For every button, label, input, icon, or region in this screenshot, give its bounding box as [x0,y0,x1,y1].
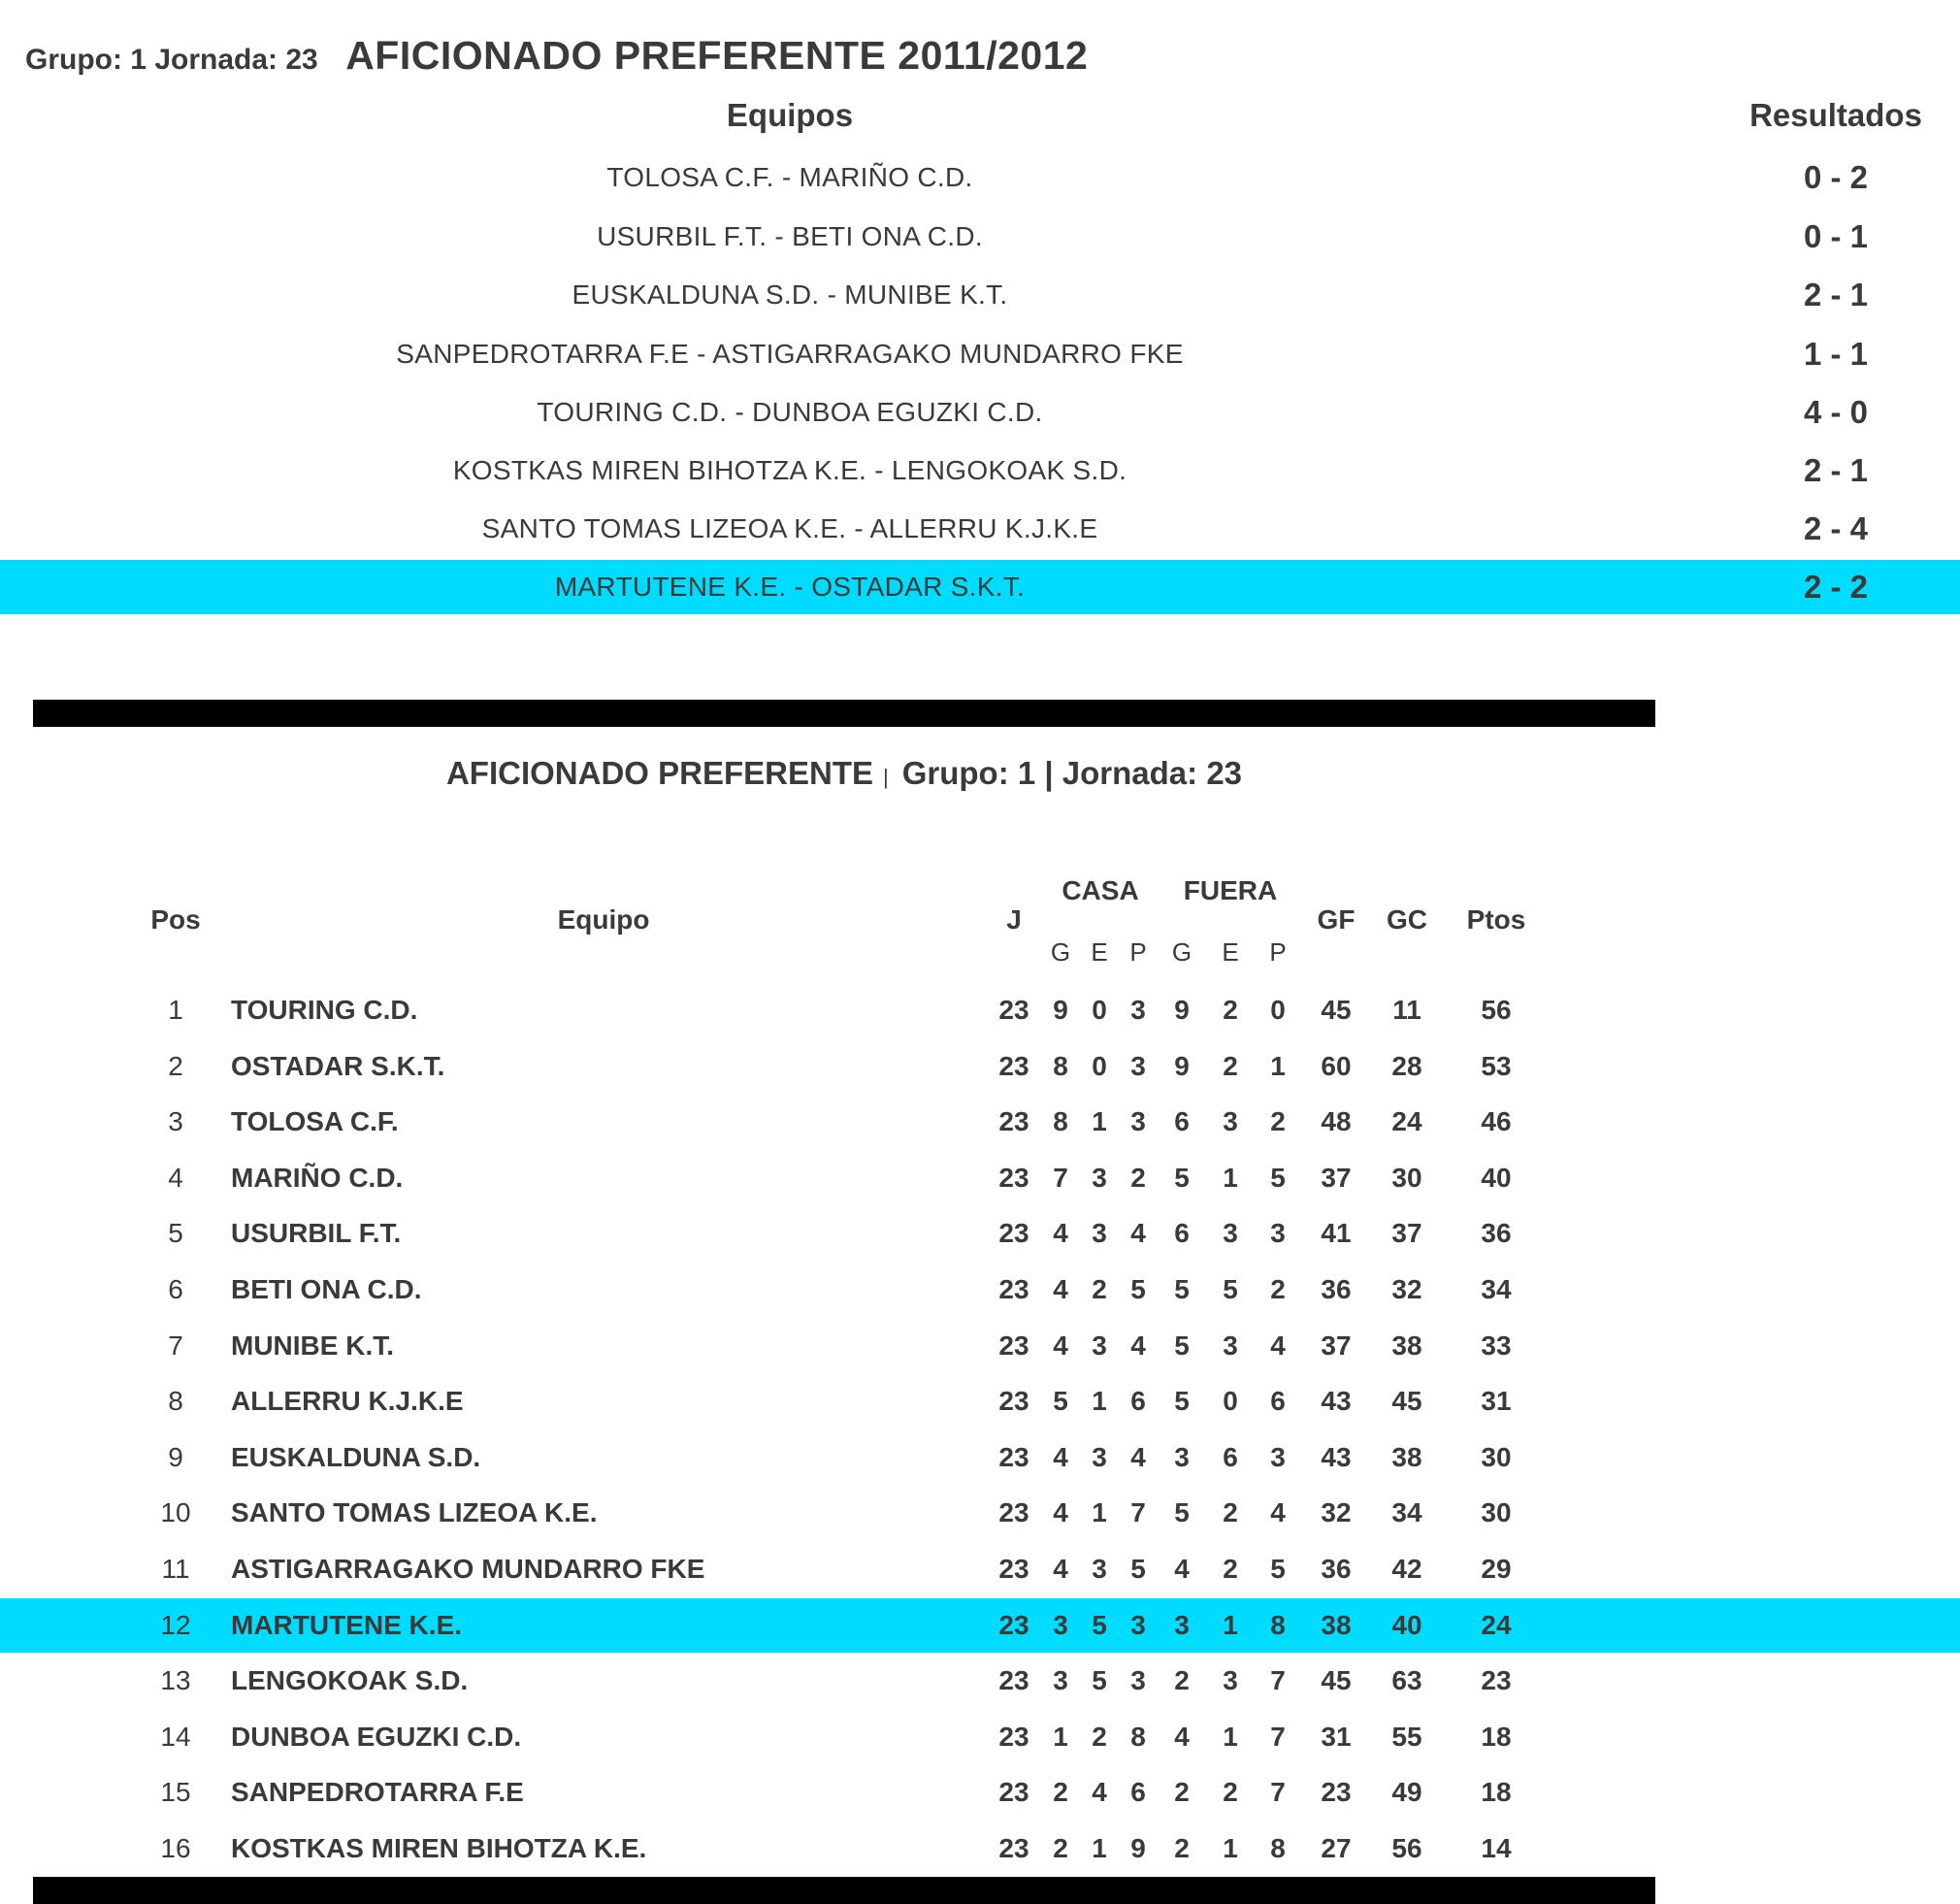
pos-cell: 15 [160,1777,191,1808]
away-lost-cell: 8 [1270,1609,1286,1640]
goals-for-cell: 43 [1321,1386,1352,1417]
team-name: EUSKALDUNA S.D. [231,1441,481,1472]
played-cell: 23 [998,1554,1029,1584]
match-teams: TOURING C.D. - DUNBOA EGUZKI C.D. [537,397,1043,427]
away-drawn-cell: 6 [1223,1441,1238,1472]
match-row [0,268,1960,322]
home-won-cell: 7 [1053,1162,1068,1193]
match-teams: SANPEDROTARRA F.E - ASTIGARRAGAKO MUNDARRO FKE [396,339,1184,369]
match-teams: TOLOSA C.F. - MARIÑO C.D. [606,162,973,192]
team-name: KOSTKAS MIREN BIHOTZA K.E. [231,1833,647,1863]
header-j: J [1006,904,1022,935]
home-drawn-cell: 1 [1092,1833,1107,1863]
results-teams-header: Equipos [726,97,854,133]
goals-against-cell: 34 [1391,1497,1422,1528]
away-drawn-cell: 0 [1223,1386,1238,1417]
match-row [0,210,1960,264]
goals-against-cell: 49 [1391,1777,1422,1808]
points-cell: 33 [1481,1330,1512,1361]
played-cell: 23 [998,1050,1029,1081]
home-drawn-cell: 3 [1092,1330,1107,1361]
home-drawn-cell: 3 [1092,1441,1107,1472]
table-row [0,1710,1960,1764]
pos-cell: 4 [168,1162,183,1193]
match-score: 4 - 0 [1803,394,1869,430]
goals-for-cell: 60 [1321,1050,1352,1081]
goals-against-cell: 24 [1391,1106,1422,1137]
header-fuera: FUERA [1183,875,1278,905]
match-teams: EUSKALDUNA S.D. - MUNIBE K.T. [572,279,1008,310]
match-score: 1 - 1 [1803,336,1869,372]
group-round-label: Grupo: 1 Jornada: 23 [25,44,318,76]
pos-cell: 12 [160,1609,191,1640]
played-cell: 23 [998,1274,1029,1304]
home-won-cell: 3 [1053,1609,1068,1640]
goals-for-cell: 23 [1321,1777,1352,1808]
match-teams: MARTUTENE K.E. - OSTADAR S.K.T. [554,572,1026,602]
header-home-lost: P [1129,937,1147,967]
away-lost-cell: 6 [1270,1386,1286,1417]
away-lost-cell: 0 [1270,995,1286,1025]
home-won-cell: 4 [1053,1218,1068,1249]
away-won-cell: 5 [1174,1274,1190,1304]
points-cell: 18 [1481,1721,1512,1752]
home-lost-cell: 4 [1130,1441,1146,1472]
pos-cell: 9 [168,1441,183,1472]
table-row [0,1654,1960,1708]
played-cell: 23 [998,1777,1029,1808]
bottom-divider-bar [33,1877,1655,1904]
team-name: ASTIGARRAGAKO MUNDARRO FKE [231,1554,705,1584]
home-won-cell: 4 [1053,1274,1068,1304]
home-won-cell: 2 [1053,1777,1068,1808]
home-lost-cell: 8 [1130,1721,1146,1752]
match-teams: KOSTKAS MIREN BIHOTZA K.E. - LENGOKOAK S.D. [452,455,1127,485]
header-home-won: G [1050,937,1071,967]
away-drawn-cell: 3 [1223,1218,1238,1249]
goals-for-cell: 36 [1321,1554,1352,1584]
played-cell: 23 [998,1609,1029,1640]
header-home-drawn: E [1091,937,1108,967]
match-teams: SANTO TOMAS LIZEOA K.E. - ALLERRU K.J.K.E [481,513,1098,543]
away-lost-cell: 3 [1270,1441,1286,1472]
header-team: Equipo [557,904,650,935]
points-cell: 29 [1481,1554,1512,1584]
pos-cell: 7 [168,1330,183,1361]
home-lost-cell: 9 [1130,1833,1146,1863]
away-lost-cell: 7 [1270,1777,1286,1808]
home-drawn-cell: 2 [1092,1721,1107,1752]
home-lost-cell: 3 [1130,995,1146,1025]
pos-cell: 5 [168,1218,183,1249]
pos-cell: 16 [160,1833,191,1863]
home-drawn-cell: 3 [1092,1218,1107,1249]
home-won-cell: 2 [1053,1833,1068,1863]
away-lost-cell: 3 [1270,1218,1286,1249]
home-lost-cell: 3 [1130,1665,1146,1696]
away-drawn-cell: 3 [1223,1106,1238,1137]
points-cell: 40 [1481,1162,1512,1193]
away-drawn-cell: 1 [1223,1833,1238,1863]
played-cell: 23 [998,1497,1029,1528]
table-row [0,1822,1960,1876]
home-drawn-cell: 0 [1092,1050,1107,1081]
header-away-lost: P [1269,937,1287,967]
away-won-cell: 5 [1174,1386,1190,1417]
goals-against-cell: 37 [1391,1218,1422,1249]
team-name: BETI ONA C.D. [231,1274,422,1304]
table-row [0,983,1960,1037]
away-lost-cell: 2 [1270,1274,1286,1304]
pos-cell: 3 [168,1106,183,1137]
away-won-cell: 3 [1174,1609,1190,1640]
goals-against-cell: 32 [1391,1274,1422,1304]
played-cell: 23 [998,1386,1029,1417]
home-lost-cell: 4 [1130,1330,1146,1361]
table-row [0,1319,1960,1373]
pos-cell: 2 [168,1050,183,1081]
header-gc: GC [1387,904,1427,935]
away-won-cell: 4 [1174,1721,1190,1752]
match-score: 2 - 4 [1803,510,1869,546]
points-cell: 56 [1481,995,1512,1025]
home-lost-cell: 2 [1130,1162,1146,1193]
points-cell: 53 [1481,1050,1512,1081]
team-name: SANTO TOMAS LIZEOA K.E. [231,1497,598,1528]
away-drawn-cell: 2 [1223,1777,1238,1808]
team-name: DUNBOA EGUZKI C.D. [231,1721,522,1752]
away-lost-cell: 7 [1270,1721,1286,1752]
header-away-won: G [1171,937,1192,967]
away-drawn-cell: 1 [1223,1609,1238,1640]
home-lost-cell: 6 [1130,1386,1146,1417]
away-won-cell: 3 [1174,1441,1190,1472]
header-away-drawn: E [1222,937,1239,967]
page-header [25,33,1088,79]
goals-for-cell: 45 [1321,995,1352,1025]
home-won-cell: 9 [1053,995,1068,1025]
goals-against-cell: 42 [1391,1554,1422,1584]
header-gf: GF [1317,904,1356,935]
goals-for-cell: 37 [1321,1330,1352,1361]
goals-against-cell: 38 [1391,1330,1422,1361]
played-cell: 23 [998,1665,1029,1696]
home-drawn-cell: 0 [1092,995,1107,1025]
played-cell: 23 [998,995,1029,1025]
played-cell: 23 [998,1721,1029,1752]
goals-for-cell: 41 [1321,1218,1352,1249]
points-cell: 23 [1481,1665,1512,1696]
away-won-cell: 6 [1174,1218,1190,1249]
home-lost-cell: 3 [1130,1106,1146,1137]
home-drawn-cell: 2 [1092,1274,1107,1304]
table-row [0,1765,1960,1820]
table-row-highlighted [0,1598,1960,1653]
played-cell: 23 [998,1330,1029,1361]
team-name: USURBIL F.T. [231,1218,402,1249]
pos-cell: 8 [168,1386,183,1417]
goals-against-cell: 30 [1391,1162,1422,1193]
team-name: LENGOKOAK S.D. [231,1665,469,1696]
goals-against-cell: 45 [1391,1386,1422,1417]
played-cell: 23 [998,1218,1029,1249]
match-row [0,150,1960,205]
match-row [0,385,1960,440]
home-won-cell: 4 [1053,1497,1068,1528]
match-row [0,502,1960,556]
table-row [0,1151,1960,1205]
section-divider-bar [33,700,1655,727]
away-won-cell: 2 [1174,1833,1190,1863]
home-lost-cell: 3 [1130,1609,1146,1640]
goals-for-cell: 37 [1321,1162,1352,1193]
home-drawn-cell: 3 [1092,1554,1107,1584]
home-drawn-cell: 4 [1092,1777,1107,1808]
match-score: 0 - 2 [1803,159,1869,195]
points-cell: 36 [1481,1218,1512,1249]
away-lost-cell: 4 [1270,1497,1286,1528]
table-row [0,1374,1960,1428]
away-drawn-cell: 2 [1223,1497,1238,1528]
away-lost-cell: 2 [1270,1106,1286,1137]
home-lost-cell: 5 [1130,1274,1146,1304]
results-scores-header: Resultados [1749,97,1922,133]
away-won-cell: 6 [1174,1106,1190,1137]
header-pos: Pos [150,904,201,935]
played-cell: 23 [998,1106,1029,1137]
goals-against-cell: 55 [1391,1721,1422,1752]
home-won-cell: 1 [1053,1721,1068,1752]
standings-title-right: Grupo: 1 | Jornada: 23 [901,755,1243,791]
away-won-cell: 9 [1174,995,1190,1025]
away-drawn-cell: 1 [1223,1162,1238,1193]
away-lost-cell: 8 [1270,1833,1286,1863]
goals-against-cell: 28 [1391,1050,1422,1081]
away-lost-cell: 1 [1270,1050,1286,1081]
table-row [0,1206,1960,1261]
home-drawn-cell: 1 [1092,1497,1107,1528]
points-cell: 30 [1481,1497,1512,1528]
match-score: 0 - 1 [1803,218,1869,254]
points-cell: 18 [1481,1777,1512,1808]
pos-cell: 6 [168,1274,183,1304]
away-won-cell: 5 [1174,1330,1190,1361]
table-row [0,1039,1960,1094]
match-score: 2 - 1 [1803,452,1869,488]
home-drawn-cell: 5 [1092,1665,1107,1696]
table-row [0,1486,1960,1540]
away-won-cell: 2 [1174,1777,1190,1808]
pos-cell: 14 [160,1721,191,1752]
home-won-cell: 3 [1053,1665,1068,1696]
played-cell: 23 [998,1162,1029,1193]
match-score: 2 - 1 [1803,277,1869,312]
table-row [0,1542,1960,1596]
goals-for-cell: 31 [1321,1721,1352,1752]
home-lost-cell: 5 [1130,1554,1146,1584]
home-lost-cell: 3 [1130,1050,1146,1081]
points-cell: 31 [1481,1386,1512,1417]
table-row [0,1430,1960,1485]
competition-title: AFICIONADO PREFERENTE 2011/2012 [345,33,1089,78]
home-drawn-cell: 1 [1092,1106,1107,1137]
away-lost-cell: 4 [1270,1330,1286,1361]
home-lost-cell: 6 [1130,1777,1146,1808]
pos-cell: 11 [161,1554,190,1584]
table-row [0,1095,1960,1149]
points-cell: 24 [1481,1609,1512,1640]
team-name: SANPEDROTARRA F.E [231,1777,524,1808]
away-drawn-cell: 5 [1223,1274,1238,1304]
home-won-cell: 4 [1053,1441,1068,1472]
goals-for-cell: 32 [1321,1497,1352,1528]
standings-title [0,755,1688,792]
home-won-cell: 8 [1053,1106,1068,1137]
team-name: TOURING C.D. [231,995,418,1025]
away-drawn-cell: 2 [1223,1554,1238,1584]
goals-for-cell: 27 [1321,1833,1352,1863]
home-lost-cell: 4 [1130,1218,1146,1249]
table-row [0,1263,1960,1317]
match-teams: USURBIL F.T. - BETI ONA C.D. [597,221,983,251]
away-won-cell: 9 [1174,1050,1190,1081]
goals-against-cell: 63 [1391,1665,1422,1696]
team-name: OSTADAR S.K.T. [231,1050,445,1081]
away-won-cell: 5 [1174,1162,1190,1193]
home-drawn-cell: 1 [1092,1386,1107,1417]
points-cell: 34 [1481,1274,1512,1304]
goals-for-cell: 43 [1321,1441,1352,1472]
goals-for-cell: 45 [1321,1665,1352,1696]
team-name: MUNIBE K.T. [231,1330,394,1361]
header-casa: CASA [1062,875,1139,905]
away-lost-cell: 7 [1270,1665,1286,1696]
pos-cell: 10 [160,1497,191,1528]
goals-against-cell: 11 [1392,995,1421,1025]
points-cell: 14 [1481,1833,1512,1863]
played-cell: 23 [998,1833,1029,1863]
away-won-cell: 2 [1174,1665,1190,1696]
pos-cell: 13 [160,1665,191,1696]
away-drawn-cell: 3 [1223,1330,1238,1361]
home-won-cell: 4 [1053,1554,1068,1584]
goals-against-cell: 38 [1391,1441,1422,1472]
header-points: Ptos [1466,904,1526,935]
goals-for-cell: 48 [1321,1106,1352,1137]
team-name: MARTUTENE K.E. [231,1609,462,1640]
pos-cell: 1 [168,995,183,1025]
away-drawn-cell: 2 [1223,995,1238,1025]
away-drawn-cell: 1 [1223,1721,1238,1752]
team-name: TOLOSA C.F. [231,1106,399,1137]
home-drawn-cell: 5 [1092,1609,1107,1640]
goals-for-cell: 36 [1321,1274,1352,1304]
goals-against-cell: 56 [1391,1833,1422,1863]
away-won-cell: 4 [1174,1554,1190,1584]
team-name: ALLERRU K.J.K.E [231,1386,464,1417]
points-cell: 46 [1481,1106,1512,1137]
away-drawn-cell: 3 [1223,1665,1238,1696]
home-lost-cell: 7 [1130,1497,1146,1528]
away-won-cell: 5 [1174,1497,1190,1528]
away-lost-cell: 5 [1270,1554,1286,1584]
goals-for-cell: 38 [1321,1609,1352,1640]
match-row [0,443,1960,498]
team-name: MARIÑO C.D. [231,1162,404,1193]
away-lost-cell: 5 [1270,1162,1286,1193]
standings-title-separator: | [883,765,889,789]
goals-against-cell: 40 [1391,1609,1422,1640]
standings-title-left: AFICIONADO PREFERENTE [445,755,873,791]
match-score: 2 - 2 [1803,569,1869,605]
match-row-highlighted [0,560,1960,614]
points-cell: 30 [1481,1441,1512,1472]
played-cell: 23 [998,1441,1029,1472]
match-row [0,327,1960,381]
away-drawn-cell: 2 [1223,1050,1238,1081]
home-won-cell: 5 [1053,1386,1068,1417]
home-won-cell: 8 [1053,1050,1068,1081]
home-drawn-cell: 3 [1092,1162,1107,1193]
home-won-cell: 4 [1053,1330,1068,1361]
